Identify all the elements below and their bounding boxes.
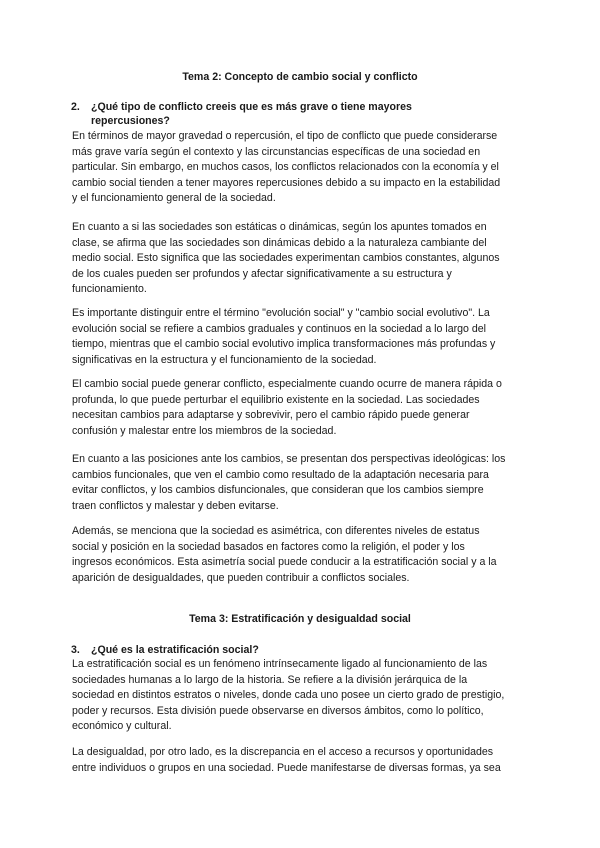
text-line: clase, se afirma que las sociedades son dinámicas debido a la naturaleza cambiante del xyxy=(72,236,487,249)
text-line: evolución social se refiere a cambios graduales y continuos en la sociedad a lo largo del xyxy=(72,322,486,335)
paragraph xyxy=(72,524,532,586)
question-3-number: 3. xyxy=(71,644,80,656)
text-line: más grave varía según el contexto y las circunstancias específicas de una sociedad en xyxy=(72,145,481,158)
text-line: El cambio social puede generar conflicto, especialmente cuando ocurre de manera rápida o xyxy=(72,378,502,390)
paragraph xyxy=(72,377,532,439)
text-line: necesitan cambios para adaptarse y sobrevivir, pero el cambio rápido puede generar xyxy=(72,409,470,422)
text-line: poder y recursos. Esta división puede observarse en diversos ámbitos, como lo político, xyxy=(72,704,484,717)
paragraph xyxy=(72,452,532,514)
text-line: significativas en la estructura y el funcionamiento de la sociedad. xyxy=(72,353,377,366)
paragraph xyxy=(72,220,532,298)
text-line: social y posición en la sociedad basados en factores como la religión, el poder y los xyxy=(72,540,465,553)
text-line: medio social. Esto significa que las sociedades experimentan cambios constantes, algunos xyxy=(72,252,500,265)
text-line: Es importante distinguir entre el término "evolución social" y "cambio social evolutivo". La xyxy=(72,307,490,319)
paragraph xyxy=(72,129,532,207)
text-line: sociedad en distintos estratos o niveles, donde cada uno posee un cierto grado de prestigio, xyxy=(72,689,505,702)
text-line: ingresos económicos. Esta asimetría social puede conducir a la estratificación social y a la xyxy=(72,556,497,569)
text-line: evitar conflictos, y los cambios disfuncionales, que consideran que los cambios siempre xyxy=(72,484,484,497)
text-line: aparición de desigualdades, que pueden contribuir a conflictos sociales. xyxy=(72,571,410,584)
paragraph xyxy=(72,745,532,776)
text-line: confusión y malestar entre los miembros de la sociedad. xyxy=(72,424,337,437)
text-line: La estratificación social es un fenómeno intrínsecamente ligado al funcionamiento de las xyxy=(72,658,488,670)
text-line: La desigualdad, por otro lado, es la discrepancia en el acceso a recursos y oportunidades xyxy=(72,746,494,758)
text-line: particular. Sin embargo, en muchos casos, los conflictos relacionados con la economía y el xyxy=(72,161,499,174)
text-line: traen conflictos y malestar y deben evitarse. xyxy=(72,499,279,512)
section-3-title: Tema 3: Estratificación y desigualdad social xyxy=(189,613,411,625)
text-line: sociedades humanas a lo largo de la historia. Se refiere a la división jerárquica de la xyxy=(72,673,468,686)
text-line: En términos de mayor gravedad o repercusión, el tipo de conflicto que puede considerarse xyxy=(72,130,498,142)
text-line: En cuanto a las posiciones ante los cambios, se presentan dos perspectivas ideológicas: los xyxy=(72,453,506,465)
text-line: cambios funcionales, que ven el cambio como resultado de la adaptación necesaria para xyxy=(72,468,489,481)
paragraph xyxy=(72,657,532,735)
question-3-line: ¿Qué es la estratificación social? xyxy=(91,644,259,656)
question-2-number: 2. xyxy=(71,101,80,113)
question-2-line: ¿Qué tipo de conflicto creeis que es más grave o tiene mayores xyxy=(91,101,412,113)
section-2-title: Tema 2: Concepto de cambio social y conflicto xyxy=(182,71,418,83)
text-line: funcionamiento. xyxy=(72,283,147,296)
text-line: Además, se menciona que la sociedad es asimétrica, con diferentes niveles de estatus xyxy=(72,525,480,537)
text-line: profunda, lo que puede perturbar el equilibrio existente en la sociedad. Las sociedades xyxy=(72,393,480,406)
text-line: entre individuos o grupos en una sociedad. Puede manifestarse de diversas formas, ya sea xyxy=(72,761,501,774)
text-line: cambio social tienden a tener mayores repercusiones debido a su impacto en la estabilidad xyxy=(72,176,501,189)
text-line: de los cuales pueden ser profundos y afectar significativamente a su estructura y xyxy=(72,267,452,280)
question-2 xyxy=(71,100,531,128)
text-line: y el funcionamiento general de la sociedad. xyxy=(72,192,276,205)
text-line: En cuanto a si las sociedades son estáticas o dinámicas, según los apuntes tomados en xyxy=(72,221,487,233)
question-3 xyxy=(71,643,531,657)
paragraph xyxy=(72,306,532,368)
question-2-line: repercusiones? xyxy=(91,115,170,127)
text-line: económico y cultural. xyxy=(72,720,172,733)
text-line: tiempo, mientras que el cambio social evolutivo implica transformaciones más profundas y xyxy=(72,338,496,351)
